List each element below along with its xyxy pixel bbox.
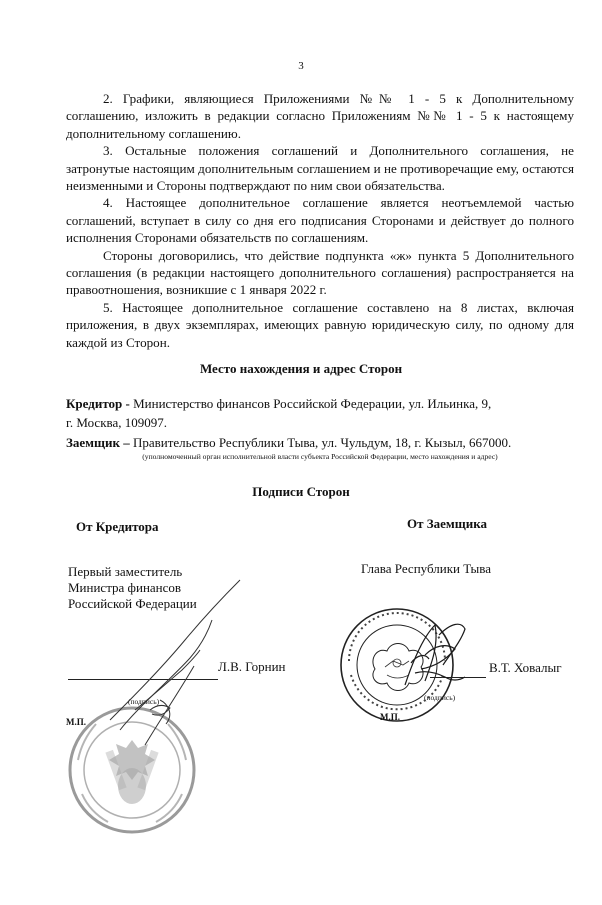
paragraph-4: 4. Настоящее дополнительное соглашение является неотъемлемой частью соглашений, вступает в силу со дня его подписания Сторонами и действует до полного исполнения Сторонами обязательств по соглашениям. bbox=[66, 195, 574, 246]
address-heading: Место нахождения и адрес Сторон bbox=[199, 361, 403, 376]
creditor-column-heading: От Кредитора bbox=[76, 519, 159, 534]
paragraph-2: 2. Графики, являющиеся Приложениями №№ 1 - 5 к Дополнительному соглашению, изложить в редакции согласно Приложениям №№ 1 - 5 к настоящему дополнительному соглашению. bbox=[66, 91, 574, 141]
document-body bbox=[66, 90, 574, 351]
borrower-block bbox=[66, 433, 586, 452]
creditor-title-line2: Министра финансов bbox=[68, 580, 182, 595]
creditor-signature-icon bbox=[90, 570, 250, 770]
creditor-title-line1: Первый заместитель bbox=[68, 564, 183, 579]
signatures-heading: Подписи Сторон bbox=[252, 484, 350, 499]
borrower-signature-caption: (подпись) bbox=[424, 693, 456, 702]
paragraph-agreement-clause: Стороны договорились, что действие подпункта «ж» пункта 5 Дополнительного соглашения (в редакции настоящего дополнительного соглашения) распространяется на правоотношения, возникшие с 1 января 2022 г. bbox=[66, 247, 574, 298]
creditor-stamp-mark: М.П. bbox=[66, 717, 86, 727]
borrower-address: Правительство Республики Тыва, ул. Чульдум, 18, г. Кызыл, 667000. bbox=[132, 435, 512, 450]
paragraph-5: 5. Настоящее дополнительное соглашение составлено на 8 листах, включая приложения, в двух экземплярах, имеющих равную юридическую силу, по одному для каждой из Сторон. bbox=[66, 299, 574, 350]
borrower-signature-icon bbox=[395, 615, 475, 705]
creditor-label: Кредитор - bbox=[66, 396, 134, 411]
creditor-address-line2: г. Москва, 109097. bbox=[66, 415, 167, 430]
creditor-title-line3: Российской Федерации bbox=[68, 596, 197, 611]
creditor-block bbox=[66, 394, 586, 432]
creditor-signer-name: Л.В. Горнин bbox=[218, 659, 286, 674]
borrower-label: Заемщик – bbox=[66, 435, 133, 450]
borrower-signer-name: В.Т. Ховалыг bbox=[489, 660, 562, 675]
paragraph-3: 3. Остальные положения соглашений и Дополнительного соглашения, не затронутые настоящим дополнительным соглашением и не противоречащие ему, остаются неизменными и Стороны подтверждают по ним свои обязательства. bbox=[66, 143, 574, 194]
authority-note: (уполномоченный орган исполнительной власти субъекта Российской Федерации, место нахождения и адрес) bbox=[142, 452, 498, 461]
page-number: 3 bbox=[298, 60, 304, 72]
borrower-column-heading: От Заемщика bbox=[407, 516, 487, 531]
creditor-signature-caption: (подпись) bbox=[128, 697, 160, 706]
creditor-address-line1: Министерство финансов Российской Федерации, ул. Ильинка, 9, bbox=[133, 396, 492, 411]
borrower-stamp-mark: М.П. bbox=[380, 712, 400, 722]
borrower-signer-title: Глава Республики Тыва bbox=[361, 561, 492, 576]
